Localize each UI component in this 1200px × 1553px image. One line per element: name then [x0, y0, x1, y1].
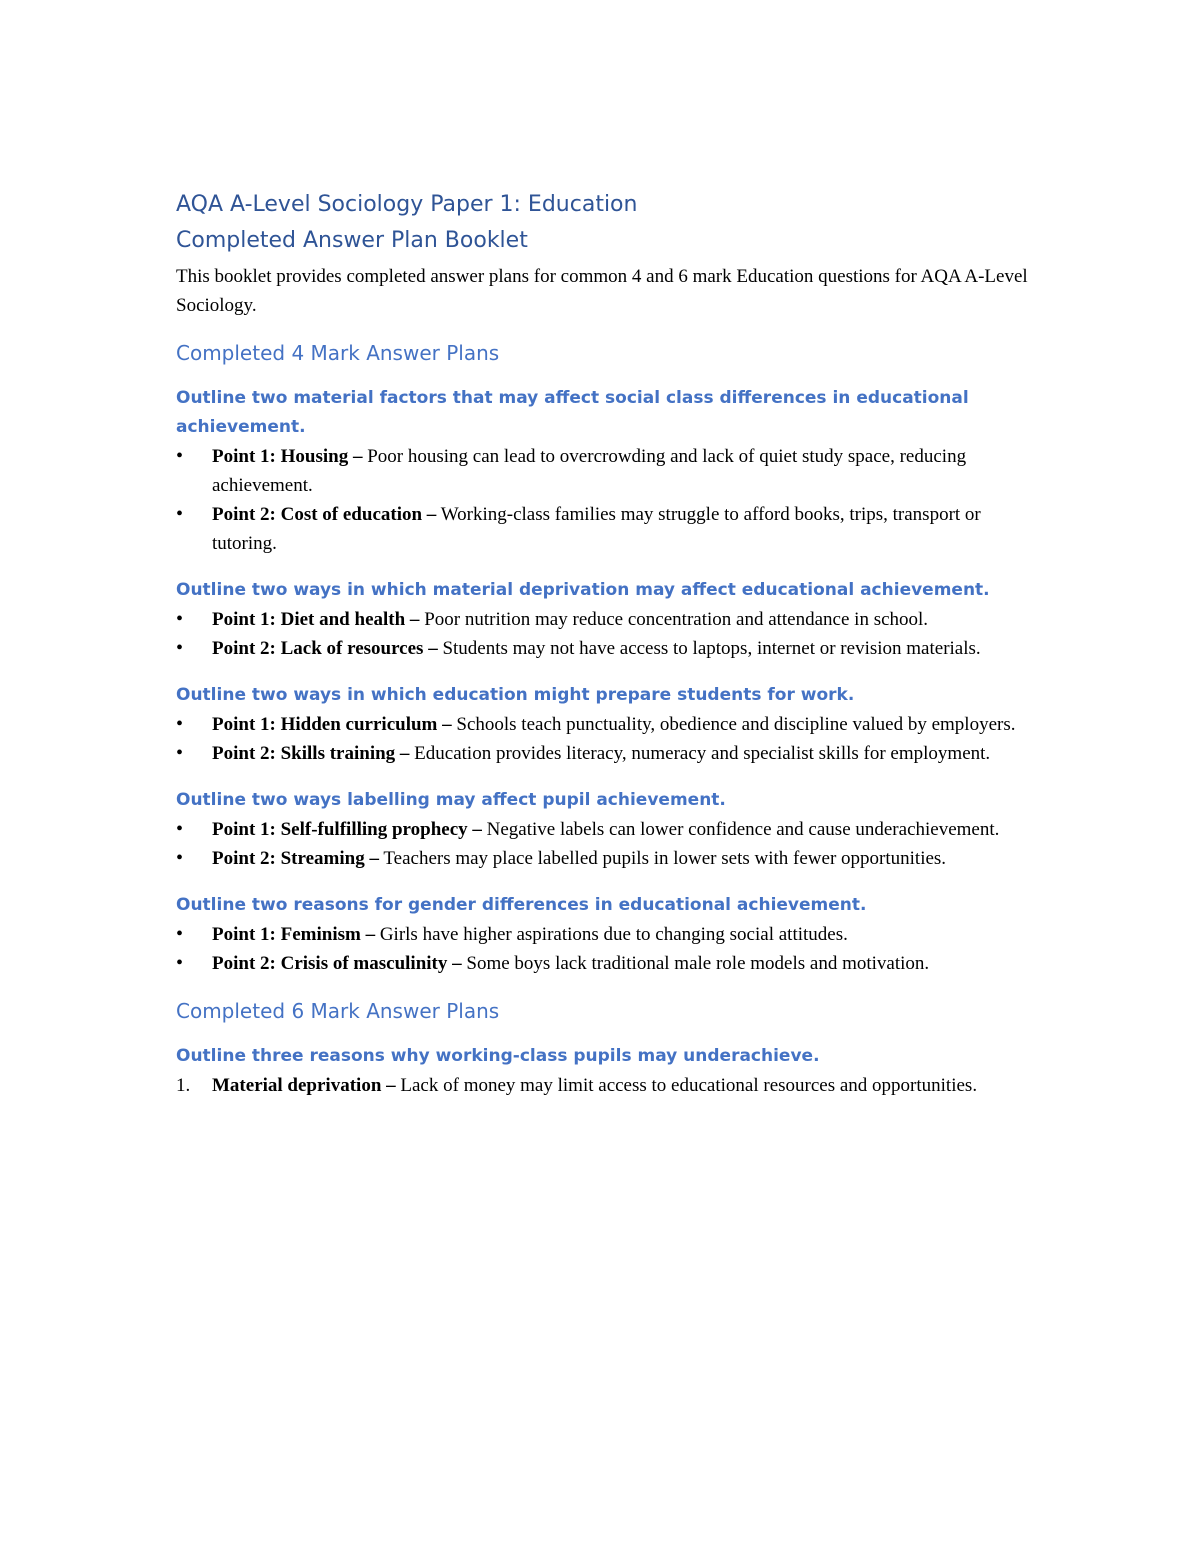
point-text: Schools teach punctuality, obedience and discipline valued by employers. [451, 714, 1016, 735]
point-label: Point 2: Crisis of masculinity – [212, 953, 462, 974]
point-text: Education provides literacy, numeracy and specialist skills for employment. [409, 743, 991, 764]
answer-point [176, 1071, 1036, 1100]
answer-points-list [176, 442, 1036, 558]
point-label: Point 2: Streaming – [212, 848, 379, 869]
question-heading: Outline two ways in which material deprivation may affect educational achievement. [176, 580, 990, 600]
point-text: Students may not have access to laptops, internet or revision materials. [437, 638, 981, 659]
answer-point [176, 739, 1036, 768]
point-label: Point 1: Self-fulfilling prophecy – [212, 819, 482, 840]
answer-point [176, 844, 1036, 873]
point-text: Lack of money may limit access to educational resources and opportunities. [395, 1075, 978, 1096]
point-number: 1. [176, 1075, 191, 1096]
question-block [176, 681, 1036, 768]
point-label: Material deprivation – [212, 1075, 396, 1096]
section-heading-6-mark: Completed 6 Mark Answer Plans [176, 999, 500, 1023]
answer-point [176, 949, 1036, 978]
point-text: Negative labels can lower confidence and cause underachievement. [481, 819, 1000, 840]
document-page [176, 190, 1036, 1100]
point-text: Poor housing can lead to overcrowding and lack of quiet study space, reducing achievement. [212, 446, 967, 496]
answer-point [176, 920, 1036, 949]
question-heading: Outline two material factors that may affect social class differences in educational achievement. [176, 388, 969, 437]
point-text: Some boys lack traditional male role models and motivation. [461, 953, 930, 974]
answer-point [176, 634, 1036, 663]
answer-points-list [176, 710, 1036, 768]
answer-point [176, 605, 1036, 634]
point-text: Poor nutrition may reduce concentration and attendance in school. [419, 609, 929, 630]
answer-points-list [176, 815, 1036, 873]
intro-paragraph: This booklet provides completed answer plans for common 4 and 6 mark Education questions for AQA A-Level Sociology. [176, 266, 1028, 316]
point-label: Point 1: Diet and health – [212, 609, 420, 630]
point-text: Working-class families may struggle to afford books, trips, transport or tutoring. [212, 504, 981, 554]
point-label: Point 2: Cost of education – [212, 504, 437, 525]
question-block [176, 786, 1036, 873]
section-heading-4-mark: Completed 4 Mark Answer Plans [176, 341, 500, 365]
document-subtitle: Completed Answer Plan Booklet [176, 228, 528, 253]
question-block [176, 576, 1036, 663]
question-heading: Outline three reasons why working-class pupils may underachieve. [176, 1046, 820, 1066]
question-block [176, 891, 1036, 978]
question-heading: Outline two ways labelling may affect pupil achievement. [176, 790, 726, 810]
point-label: Point 1: Housing – [212, 446, 363, 467]
point-label: Point 2: Lack of resources – [212, 638, 438, 659]
point-label: Point 1: Hidden curriculum – [212, 714, 452, 735]
point-text: Girls have higher aspirations due to changing social attitudes. [375, 924, 848, 945]
answer-point [176, 500, 1036, 558]
answer-point [176, 815, 1036, 844]
answer-points-list [176, 605, 1036, 663]
question-block [176, 1042, 1036, 1100]
question-heading: Outline two ways in which education might prepare students for work. [176, 685, 855, 705]
question-block [176, 384, 1036, 558]
point-label: Point 1: Feminism – [212, 924, 376, 945]
answer-points-list [176, 920, 1036, 978]
document-title: AQA A-Level Sociology Paper 1: Education [176, 192, 638, 217]
question-heading: Outline two reasons for gender differences in educational achievement. [176, 895, 867, 915]
answer-points-list [176, 1071, 1036, 1100]
answer-point [176, 710, 1036, 739]
answer-point [176, 442, 1036, 500]
point-label: Point 2: Skills training – [212, 743, 410, 764]
point-text: Teachers may place labelled pupils in lower sets with fewer opportunities. [378, 848, 947, 869]
